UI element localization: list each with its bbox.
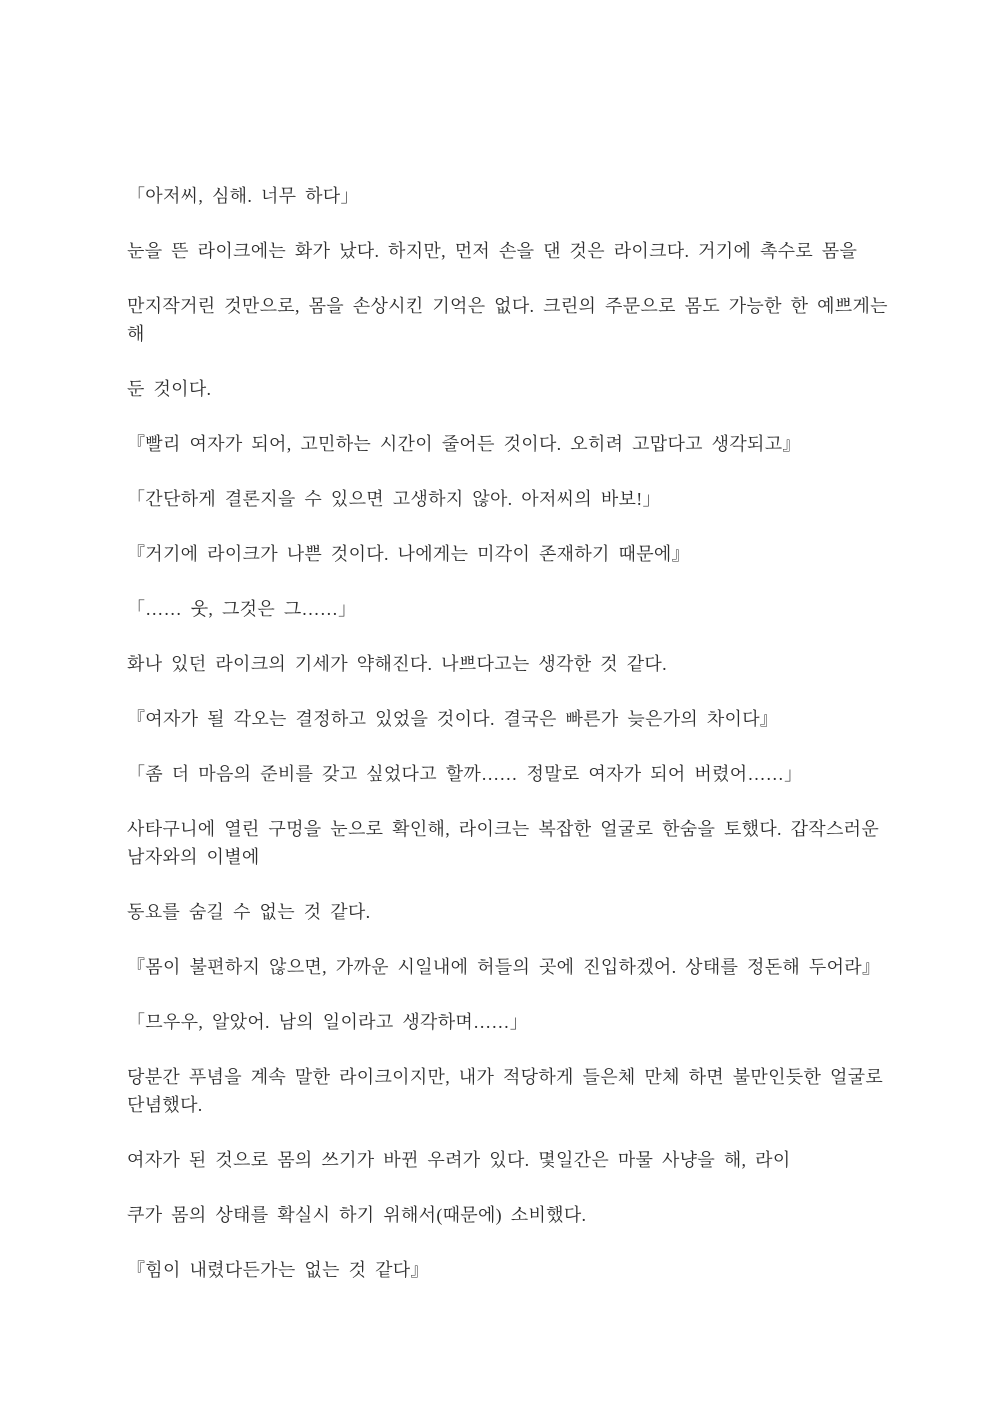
paragraph [127,650,865,678]
text-line: 만지작거린 것만으로, 몸을 손상시킨 기억은 없다. 크린의 주문으로 몸도 가능한 한 예쁘게는 [127,296,888,316]
paragraph [127,430,865,458]
text-line: 단념했다. [127,1095,203,1115]
text-line: 『힘이 내렸다든가는 없는 것 같다』 [127,1260,429,1280]
paragraph [127,1201,865,1229]
paragraph [127,953,881,981]
paragraph [127,375,865,403]
paragraph [127,595,865,623]
text-line: 『거기에 라이크가 나쁜 것이다. 나에게는 미각이 존재하기 때문에』 [127,544,690,564]
text-line: 당분간 푸념을 계속 말한 라이크이지만, 내가 적당하게 들은체 만체 하면 불만인듯한 얼굴로 [127,1067,884,1087]
text-line: 여자가 된 것으로 몸의 쓰기가 바뀐 우려가 있다. 몇일간은 마물 사냥을 해, 라이 [127,1150,791,1170]
paragraph [127,815,880,871]
text-line: 쿠가 몸의 상태를 확실시 하기 위해서(때문에) 소비했다. [127,1205,587,1225]
paragraph [127,1146,865,1174]
text-line: 「아저씨, 심해. 너무 하다」 [127,186,359,206]
text-line: 화나 있던 라이크의 기세가 약해진다. 나쁘다고는 생각한 것 같다. [127,654,667,674]
text-line: 둔 것이다. [127,379,212,399]
text-line: 눈을 뜬 라이크에는 화가 났다. 하지만, 먼저 손을 댄 것은 라이크다. 거기에 촉수로 몸을 [127,241,858,261]
paragraph [127,182,865,210]
text-line: 「간단하게 결론지을 수 있으면 고생하지 않아. 아저씨의 바보!」 [127,489,661,509]
paragraph [127,760,865,788]
text-line: 동요를 숨길 수 없는 것 같다. [127,902,371,922]
text-line: 『빨리 여자가 되어, 고민하는 시간이 줄어든 것이다. 오히려 고맙다고 생각되고』 [127,434,801,454]
paragraph [127,1008,865,1036]
text-line: 「므우우, 알았어. 남의 일이라고 생각하며……」 [127,1012,529,1032]
paragraph [127,705,865,733]
paragraph [127,898,865,926]
paragraph [127,540,865,568]
paragraph [127,485,865,513]
text-line: 사타구니에 열린 구멍을 눈으로 확인해, 라이크는 복잡한 얼굴로 한숨을 토했다. 갑작스러운 [127,819,880,839]
paragraph [127,1256,865,1284]
text-line: 「…… 웃, 그것은 그……」 [127,599,357,619]
paragraph [127,292,888,348]
text-line: 남자와의 이별에 [127,847,260,867]
text-line: 『여자가 될 각오는 결정하고 있었을 것이다. 결국은 빠른가 늦은가의 차이다』 [127,709,779,729]
text-line: 『몸이 불편하지 않으면, 가까운 시일내에 허들의 곳에 진입하겠어. 상태를 정돈해 두어라』 [127,957,881,977]
text-line: 「좀 더 마음의 준비를 갖고 싶었다고 할까…… 정말로 여자가 되어 버렸어……」 [127,764,803,784]
text-line: 해 [127,324,145,344]
paragraph [127,1063,884,1119]
paragraph [127,237,865,265]
